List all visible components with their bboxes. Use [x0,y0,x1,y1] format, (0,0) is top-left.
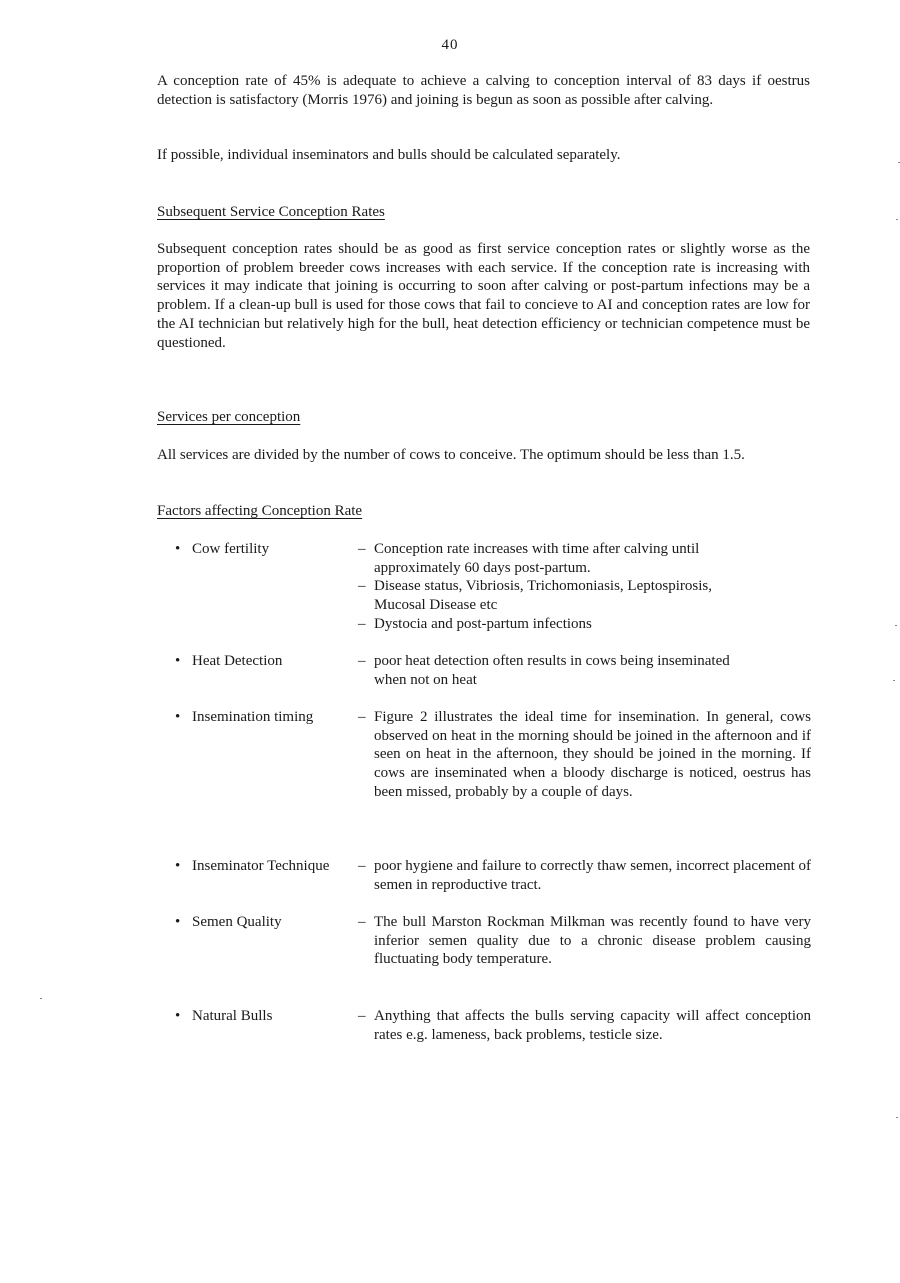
page-number: 40 [441,37,459,53]
factor-cow-fertility [175,540,811,635]
factor-line: – Figure 2 illustrates the ideal time for insemination. In general, cows observed on heat in the morning should be joined in the afternoon and if seen on heat in the afternoon, they should be joined in the morning. If cows are inseminated when a bloody discharge is noticed, oestrus has been missed, probably by a couple of days. [358,709,811,800]
factor-line: – Conception rate increases with time after calving until approximately 60 days post-partum. [358,541,700,576]
dash: – [358,858,366,874]
scan-speck [896,219,898,220]
heading-services-per-conception: Services per conception [157,409,301,425]
factor-description [358,857,811,894]
dash: – [358,615,366,632]
factor-name: Insemination timing [192,709,314,725]
factor-line: – The bull Marston Rockman Milkman was recently found to have very inferior semen quality due to a chronic disease problem causing fluctuating body temperature. [358,914,811,968]
paragraph-services-per-conception: All services are divided by the number of cows to conceive. The optimum should be less than 1.5. [157,447,745,463]
factor-line: – Dystocia and post-partum infections [358,615,592,632]
factor-description [358,708,811,802]
factor-name: Heat Detection [192,653,283,669]
bullet: • [175,858,181,874]
heading-subsequent-service: Subsequent Service Conception Rates [157,204,385,220]
paragraph-individual-inseminators: If possible, individual inseminators and bulls should be calculated separately. [157,147,621,163]
bullet: • [175,1008,181,1024]
scan-speck [896,1117,898,1118]
dash: – [358,653,366,669]
dash: – [358,541,366,557]
factor-name: Inseminator Technique [192,858,330,874]
scan-speck [895,625,897,626]
bullet: • [175,914,181,930]
scan-speck [893,680,895,681]
factor-description [358,540,811,634]
factor-description [358,1007,811,1044]
factor-description [358,913,811,969]
scan-speck [40,998,42,999]
factor-name: Cow fertility [192,541,270,557]
dash: – [358,578,366,595]
paragraph-subsequent-service: Subsequent conception rates should be as good as first service conception rates or slightly worse as the proportion of problem breeder cows increases with each service. If the conception rate is increasing with services it may indicate that joining is occurring to soon after calving or post-partum infections may be a problem. If a clean-up bull is used for those cows that fail to concieve to AI and conception rates are low for the AI technician but relatively high for the bull, heat detection efficiency or technician competence must be questioned. [157,241,810,351]
factor-name: Natural Bulls [192,1008,273,1024]
dash: – [358,709,366,725]
dash: – [358,914,366,930]
bullet: • [175,541,181,557]
factor-line: – poor heat detection often results in cows being inseminated when not on heat [358,653,730,688]
factor-description [358,652,811,689]
factor-line: – poor hygiene and failure to correctly thaw semen, incorrect placement of semen in reproductive tract. [358,858,811,893]
dash: – [358,1008,366,1024]
heading-factors: Factors affecting Conception Rate [157,503,363,519]
factor-line: – Disease status, Vibriosis, Trichomoniasis, Leptospirosis, Mucosal Disease etc [358,578,712,614]
factor-name: Semen Quality [192,914,282,930]
paragraph-conception-rate: A conception rate of 45% is adequate to achieve a calving to conception interval of 83 days if oestrus detection is satisfactory (Morris 1976) and joining is begun as soon as possible after calving. [157,73,810,108]
factor-line: – Anything that affects the bulls serving capacity will affect conception rates e.g. lameness, back problems, testicle size. [358,1008,811,1043]
bullet: • [175,709,181,725]
bullet: • [175,653,181,669]
